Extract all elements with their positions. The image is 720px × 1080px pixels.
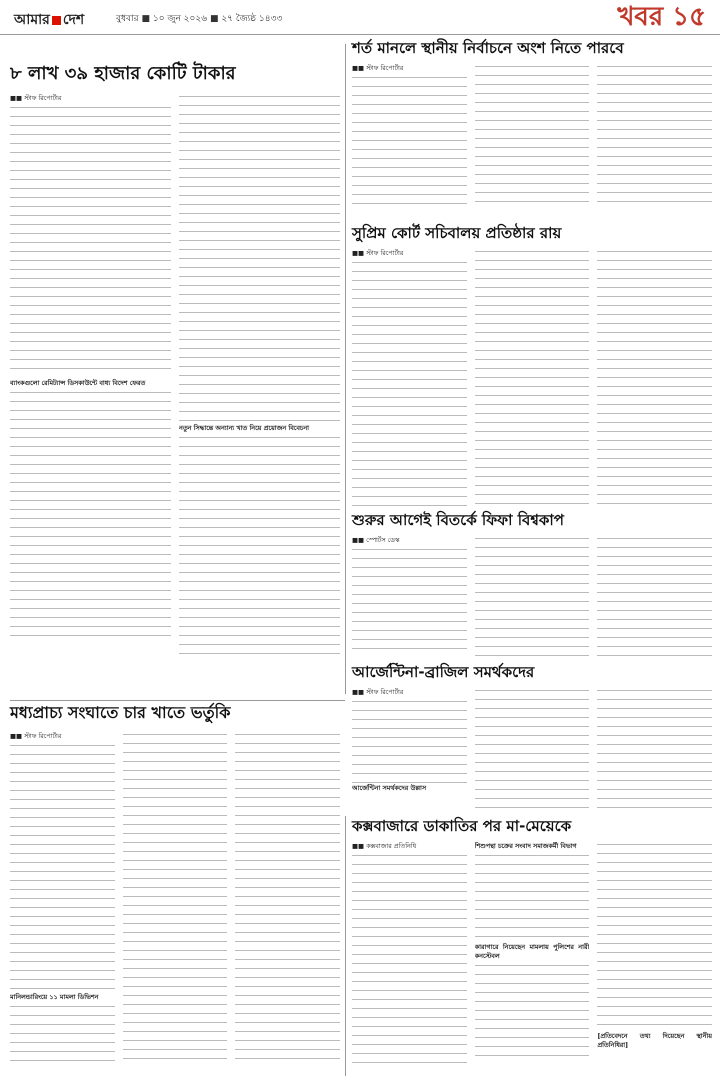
article-4-headline: শুরুর আগেই বিতর্কে ফিফা বিশ্বকাপ	[352, 511, 564, 529]
article-6-byline: ■■ স্টাফ রিপোর্টার	[10, 732, 62, 740]
article-7-body	[352, 842, 712, 1074]
dateline: বুধবার ■ ১০ জুন ২০২৬ ■ ২৭ জ্যৈষ্ঠ ১৪৩৩	[116, 14, 283, 24]
brand-right: দেশ	[62, 12, 85, 28]
masthead	[0, 0, 720, 35]
article-5-headline: আর্জেন্টিনা-ব্রাজিল সমর্থকদের	[352, 663, 535, 681]
article-3	[352, 225, 712, 515]
article-2-byline: ■■ স্টাফ রিপোর্টার	[352, 64, 404, 72]
article-7-subhead-1: শিশুপন্থা চক্রের সংবাদ সমাজকর্মী বিভাগ	[474, 842, 577, 850]
article-2-body	[352, 64, 712, 214]
article-3-headline: সুপ্রিম কোর্ট সচিবালয় প্রতিষ্ঠার রায়	[352, 224, 562, 242]
article-1-column-2	[179, 94, 340, 694]
article-7-headline: কক্সবাজারে ডাকাতির পর মা-মেয়েকে	[352, 817, 572, 835]
article-3-byline: ■■ স্টাফ রিপোর্টার	[352, 249, 404, 257]
logo-square-icon	[52, 16, 61, 25]
brand-left: আমার	[14, 12, 50, 28]
article-6-headline: মধ্যপ্রাচ্য সংঘাতে চার খাতে ভর্তুকি	[10, 703, 231, 722]
article-1-column-1	[10, 94, 171, 694]
article-6-body	[10, 732, 340, 1072]
article-1	[10, 64, 340, 694]
article-5-byline: ■■ স্টাফ রিপোর্টার	[352, 688, 404, 696]
article-1-headline: ৮ লাখ ৩৯ হাজার কোটি টাকার	[10, 63, 236, 84]
article-2-headline: শর্ত মানলে স্থানীয় নির্বাচনে অংশ নিতে পারবে	[352, 39, 624, 57]
article-7-subhead-2: কারাগারে নিয়েছেন মামলায় পুলিশের নারী কনস্টেবল	[474, 943, 590, 960]
newspaper-logo	[14, 8, 84, 32]
article-4	[352, 512, 712, 662]
article-4-byline: ■■ স্পোর্টস ডেস্ক	[352, 536, 400, 544]
article-6-subhead-1: মানিলন্ডারিংয়ে ১১ মামলা ডিভিশন	[10, 993, 99, 1001]
article-1-subhead-2: নতুন সিদ্ধান্তে অন্যান্য খাত নিয়ে প্রয়োজন বিবেচনা	[179, 424, 309, 432]
article-7-byline: ■■ কক্সবাজার প্রতিনিধি	[352, 842, 417, 850]
article-5-body	[352, 688, 712, 813]
article-2	[352, 40, 712, 220]
article-4-body	[352, 536, 712, 661]
article-6	[10, 704, 340, 1074]
article-1-subhead-1: ব্যাংকগুলো রেমিট্যান্স ডিসকাউন্টে বাধ্য বিদেশ ফেরত	[10, 379, 146, 387]
footer-credit: [প্রতিবেদনে তথ্য দিয়েছেন স্থানীয় প্রতিনিধিরা]	[597, 1032, 712, 1049]
article-5	[352, 664, 712, 814]
article-7	[352, 818, 712, 1076]
article-5-caption: আর্জেন্টিনা সমর্থকদের উল্লাস	[352, 784, 427, 792]
article-1-byline: ■■ স্টাফ রিপোর্টার	[10, 94, 62, 102]
article-3-body	[352, 249, 712, 514]
article-1-body	[10, 94, 340, 694]
section-title: খবর ১৫	[617, 2, 706, 32]
